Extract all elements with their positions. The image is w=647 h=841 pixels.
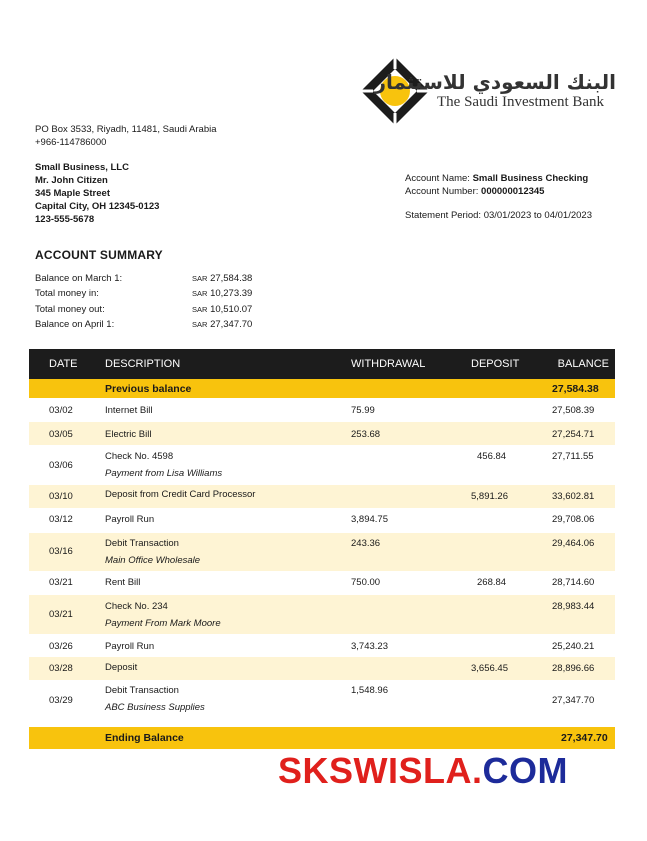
summary-amount: 27,584.38	[210, 273, 253, 284]
summary-label: Balance on March 1:	[35, 273, 123, 284]
watermark-part1: SKSWISLA	[278, 750, 473, 791]
summary-currency: SAR	[192, 289, 208, 299]
row-withdrawal: 243.36	[351, 538, 381, 549]
row-description: Debit Transaction	[105, 538, 179, 549]
previous-balance-value: 27,584.38	[552, 383, 599, 395]
row-deposit: 456.84	[477, 451, 507, 462]
account-name: Small Business Checking	[472, 173, 589, 184]
summary-label: Total money out:	[35, 303, 105, 315]
summary-amount: 27,347.70	[210, 318, 253, 330]
row-sub-description: Main Office Wholesale	[105, 555, 201, 566]
row-description: Debit Transaction	[105, 685, 179, 696]
header-date: DATE	[49, 358, 78, 370]
row-withdrawal: 3,743.23	[351, 641, 388, 652]
table-row	[29, 508, 615, 533]
row-balance: 27,711.55	[552, 451, 594, 462]
table-row	[29, 398, 615, 422]
row-description: Deposit	[105, 662, 138, 673]
watermark-dot: .	[472, 750, 483, 791]
row-description: Check No. 234	[105, 601, 168, 612]
row-sub-description: Payment from Lisa Williams	[105, 468, 223, 479]
row-description: Rent Bill	[105, 577, 141, 588]
row-balance: 29,464.06	[552, 538, 595, 549]
transactions-table	[29, 349, 615, 749]
row-withdrawal: 1,548.96	[351, 685, 388, 696]
row-date: 03/16	[49, 546, 73, 557]
watermark-part2: COM	[482, 750, 569, 791]
ending-balance-value: 27,347.70	[561, 732, 608, 744]
row-balance: 29,708.06	[552, 514, 595, 525]
row-balance: 25,240.21	[552, 641, 595, 652]
header-withdrawal: WITHDRAWAL	[351, 358, 426, 370]
table-row	[29, 422, 615, 445]
summary-currency: SAR	[192, 319, 208, 329]
header-deposit: DEPOSIT	[471, 358, 520, 370]
summary-label: Total money in:	[35, 288, 99, 300]
ending-balance-label: Ending Balance	[105, 732, 184, 744]
summary-row	[35, 304, 275, 319]
statement-period-line	[405, 210, 592, 221]
summary-amount: 10,510.07	[210, 303, 253, 315]
bank-address: PO Box 3533, Riyadh, 11481, Saudi Arabia	[35, 124, 217, 135]
bank-phone: +966-114786000	[35, 137, 107, 148]
summary-value	[192, 319, 252, 330]
customer-address-block	[35, 161, 159, 226]
row-date: 03/29	[49, 695, 73, 706]
statement-period-label: Statement Period:	[405, 210, 482, 221]
summary-row	[35, 319, 275, 334]
row-date: 03/28	[49, 663, 73, 674]
row-date: 03/02	[49, 405, 73, 416]
row-balance: 28,983.44	[552, 601, 595, 612]
account-number-line	[405, 185, 588, 198]
table-row	[29, 533, 615, 571]
customer-company: Small Business, LLC	[35, 162, 129, 173]
previous-balance-label: Previous balance	[105, 383, 192, 395]
account-number-label: Account Number:	[405, 186, 479, 197]
account-info	[405, 172, 588, 198]
bank-logo	[360, 56, 616, 128]
row-description: Check No. 4598	[105, 451, 174, 462]
row-deposit: 3,656.45	[471, 663, 508, 674]
row-date: 03/12	[49, 514, 73, 525]
row-date: 03/10	[49, 491, 73, 502]
row-withdrawal: 750.00	[351, 577, 381, 588]
summary-value	[192, 304, 252, 315]
summary-currency: SAR	[192, 304, 208, 314]
row-date: 03/21	[49, 609, 73, 620]
row-withdrawal: 3,894.75	[351, 514, 388, 525]
account-name-label: Account Name:	[405, 173, 470, 184]
row-date: 03/21	[49, 577, 73, 588]
table-row	[29, 571, 615, 595]
table-row	[29, 634, 615, 657]
row-sub-description: ABC Business Supplies	[105, 702, 205, 713]
summary-currency: SAR	[192, 274, 208, 283]
account-summary-title: ACCOUNT SUMMARY	[35, 248, 163, 262]
customer-street: 345 Maple Street	[35, 188, 110, 199]
summary-value	[192, 273, 252, 284]
bank-address-block	[35, 123, 217, 149]
row-balance: 27,347.70	[552, 695, 595, 706]
row-date: 03/26	[49, 641, 73, 652]
customer-contact: Mr. John Citizen	[35, 175, 108, 186]
account-name-line	[405, 172, 588, 185]
row-balance: 33,602.81	[552, 491, 595, 502]
header-description: DESCRIPTION	[105, 358, 181, 370]
row-balance: 27,508.39	[552, 405, 595, 416]
watermark	[278, 750, 568, 792]
row-description: Payroll Run	[105, 514, 155, 525]
row-date: 03/05	[49, 429, 73, 440]
table-row	[29, 657, 615, 680]
row-description: Deposit from Credit Card Processor	[105, 489, 256, 500]
summary-row	[35, 273, 275, 288]
row-description: Electric Bill	[105, 429, 152, 440]
summary-amount: 10,273.39	[210, 288, 253, 300]
previous-balance-row	[29, 379, 615, 398]
account-number: 000000012345	[481, 186, 545, 197]
row-deposit: 268.84	[477, 577, 507, 588]
row-date: 03/06	[49, 460, 73, 471]
row-sub-description: Payment From Mark Moore	[105, 618, 221, 629]
table-row	[29, 680, 615, 722]
row-description: Internet Bill	[105, 405, 153, 416]
row-balance: 28,896.66	[552, 663, 595, 674]
summary-value	[192, 288, 252, 299]
table-row	[29, 445, 615, 485]
row-withdrawal: 253.68	[351, 429, 381, 440]
account-summary	[35, 273, 275, 334]
summary-label: Balance on April 1:	[35, 318, 115, 330]
row-balance: 27,254.71	[552, 429, 595, 440]
table-row	[29, 595, 615, 634]
statement-period: 03/01/2023 to 04/01/2023	[483, 210, 592, 221]
header-balance: BALANCE	[557, 358, 609, 370]
bank-name-arabic: البنك السعودي للاستثمار	[374, 70, 616, 94]
row-description: Payroll Run	[105, 641, 155, 652]
customer-phone: 123-555-5678	[35, 214, 95, 225]
row-deposit: 5,891.26	[471, 491, 508, 502]
summary-row	[35, 288, 275, 303]
row-balance: 28,714.60	[552, 577, 595, 588]
row-withdrawal: 75.99	[351, 405, 375, 416]
bank-name-english: The Saudi Investment Bank	[437, 94, 605, 110]
table-header	[29, 349, 615, 379]
table-row	[29, 485, 615, 508]
ending-balance-row	[29, 727, 615, 749]
customer-city: Capital City, OH 12345-0123	[35, 201, 160, 212]
